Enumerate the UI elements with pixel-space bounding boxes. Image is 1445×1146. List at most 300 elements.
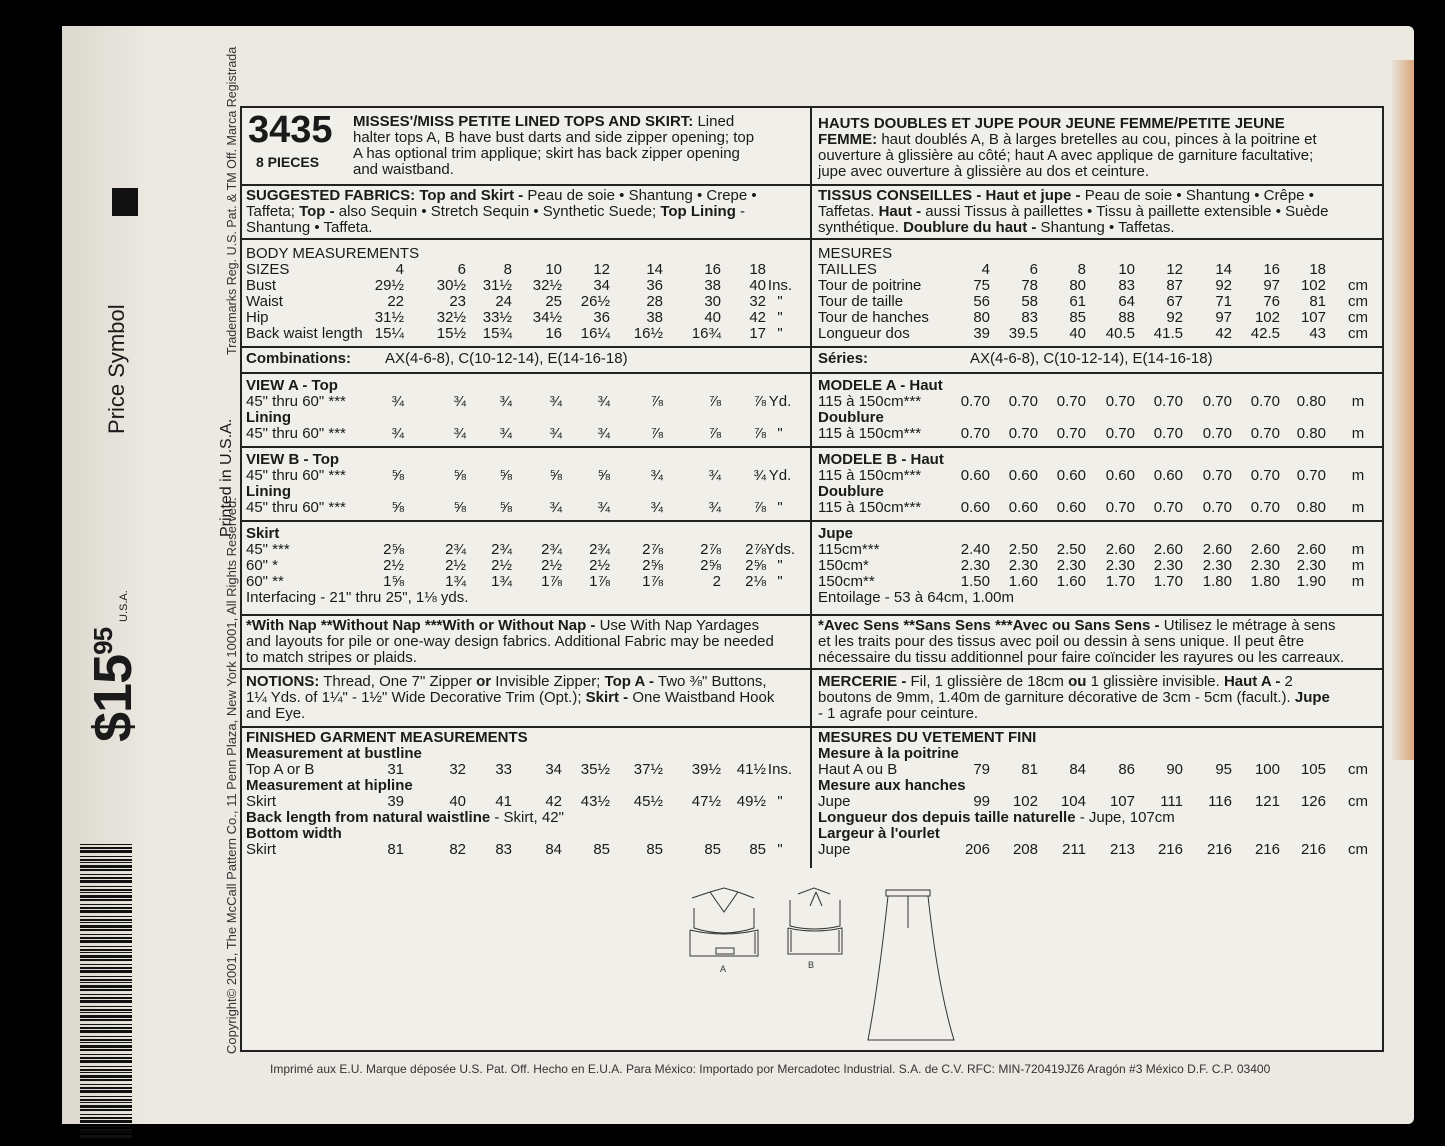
size-header: 8 [503,261,512,278]
row-value: ¾ [549,393,562,410]
notions-line-2: 1¼ Yds. of 1¼" - 1½" Wide Decorative Trim (Opt.); Skirt - One Waistband Hook [246,689,775,706]
row-value: 2.40 [960,541,990,558]
size-header: 14 [646,261,663,278]
view-a-yardage [242,372,810,448]
row-label: 60" * [246,557,279,574]
barcode-bar [80,959,132,961]
block-title: Jupe [818,525,854,542]
price-symbol-letter [112,188,138,216]
barcode-bar [80,970,132,973]
barcode-bar [80,967,132,969]
price-cents: 95 [88,627,118,655]
barcode-bar [80,850,132,853]
row-label: Hip [246,309,269,326]
row-value: ¾ [753,467,766,484]
nap-line-3: to match stripes or plaids. [246,649,417,666]
row-value: 0.80 [1296,499,1326,516]
barcode-bar [80,955,132,958]
row-value: 39 [973,325,990,342]
row-value: 42 [1215,325,1232,342]
row-value: 47½ [691,793,721,810]
body-measurements [242,238,810,348]
row-value: ⅞ [650,425,663,442]
block-title: VIEW B - Top [246,451,340,468]
barcode-bar [80,889,132,891]
row-unit: m [1351,467,1365,484]
series [812,346,1382,374]
row-value: 90 [1166,761,1183,778]
barcode-bar [80,880,132,883]
row-value: 83 [1021,309,1038,326]
row-value: ¾ [597,499,610,516]
row-value: 42.5 [1250,325,1280,342]
row-label: Back waist length [246,325,363,342]
row-value: 30 [704,293,721,310]
row-value: 24 [495,293,512,310]
row-value: 213 [1109,841,1135,858]
barcode-bar [80,874,132,875]
row-value: 0.70 [1105,393,1135,410]
mercerie [812,668,1382,728]
row-value: 0.70 [1153,499,1183,516]
row-label: 60" ** [246,573,284,590]
row-value: 2⅞ [745,541,766,558]
barcode-bar [80,1009,132,1011]
size-header: 12 [1166,261,1183,278]
row-value: 2.30 [1056,557,1086,574]
french-title-2: FEMME: haut doublés A, B à larges bretelles au cou, pinces à la poitrine et [818,131,1317,148]
entoilage-note: Entoilage - 53 à 64cm, 1.00m [818,589,1014,606]
row-value: 102 [1254,309,1280,326]
row-value: 1¾ [445,573,466,590]
row-value: 2.60 [1105,541,1135,558]
sens-line-2: et les traits pour des tissus avec poil ou dessin à sens unique. Il peut être [818,633,1305,650]
row-unit: cm [1348,277,1368,294]
barcode-bar [80,989,132,991]
barcode-bar [80,844,132,845]
row-value: ⅝ [453,499,466,516]
row-value: 2⅝ [745,557,766,574]
row-value: 2.50 [1008,541,1038,558]
row-value: 15¾ [482,325,512,342]
row-value: ¾ [650,499,663,516]
barcode-bar [80,940,132,943]
row-label: 45" thru 60" *** [246,499,346,516]
row-unit: m [1351,499,1365,516]
row-value: 0.60 [1008,499,1038,516]
row-value: 23 [449,293,466,310]
row-value: 1.80 [1202,573,1232,590]
barcode-bar [80,1027,132,1029]
row-value: ⅞ [753,393,766,410]
barcode-bar [80,1019,132,1021]
bottom-width-title-fr: Largeur à l'ourlet [818,825,940,842]
row-value: 31½ [482,277,512,294]
row-value: 2¾ [541,541,562,558]
row-label: Doublure [818,483,884,500]
mesures [812,238,1382,348]
barcode-bar [80,1024,132,1025]
row-value: 0.70 [1153,425,1183,442]
size-header: 16 [1263,261,1280,278]
row-value: 1.50 [960,573,990,590]
row-label: Skirt [246,793,276,810]
row-value: 216 [1254,841,1280,858]
row-value: 40 [449,793,466,810]
row-value: 2.60 [1153,541,1183,558]
row-unit: Yd. [768,393,792,410]
row-value: 2.60 [1202,541,1232,558]
row-value: ⅞ [753,425,766,442]
barcode-bar [80,964,132,965]
row-label: Jupe [818,793,851,810]
english-panel [240,106,812,872]
row-label: Tour de hanches [818,309,929,326]
copyright-text: Copyright© 2001, The McCall Pattern Co., 11 Penn Plaza, New York 10001, All Rights Reserved. [224,497,239,1054]
barcode-bar [80,1042,132,1043]
row-value: 211 [1062,841,1086,858]
row-value: 2.60 [1296,541,1326,558]
row-value: 1⅝ [383,573,404,590]
row-value: 2.30 [1296,557,1326,574]
block-title: MODELE A - Haut [818,377,943,394]
row-unit: m [1351,557,1365,574]
row-value: 34 [593,277,610,294]
row-value: 84 [545,841,562,858]
barcode-bar [80,946,132,947]
row-value: 32 [449,761,466,778]
row-value: 32½ [532,277,562,294]
barcode-bar [80,847,132,849]
barcode-bar [80,869,132,871]
row-value: ¾ [549,425,562,442]
barcode-bar [80,929,132,931]
tissus-conseilles [812,184,1382,240]
row-value: 61 [1069,293,1086,310]
sens-line-3: nécessaire du tissu additionnel pour faire coïncider les rayures ou les carreaux. [818,649,1345,666]
sketch-label-a: A [720,964,727,974]
barcode-bar [80,1000,132,1003]
row-value: 83 [495,841,512,858]
row-value: 100 [1254,761,1280,778]
row-value: 81 [387,841,404,858]
barcode-bar [80,904,132,905]
barcode-bar [80,1015,132,1018]
pieces-count: 8 PIECES [256,154,320,170]
body-measurements-title: BODY MEASUREMENTS [246,245,420,262]
row-label: Waist [246,293,283,310]
row-value: 0.60 [960,467,990,484]
row-value: 38 [704,277,721,294]
row-value: 0.80 [1296,393,1326,410]
row-value: 216 [1157,841,1183,858]
pattern-desc-3: and waistband. [353,161,454,178]
combinations [242,346,810,374]
barcode-bar [80,976,132,977]
modele-a-metrage [812,372,1382,448]
row-value: 0.60 [1056,499,1086,516]
row-unit: m [1351,541,1365,558]
nap-line-2: and layouts for pile or one-way design fabrics. Additional Fabric may be needed [246,633,774,650]
block-title: MODELE B - Haut [818,451,944,468]
row-value: 116 [1208,793,1232,810]
garment-sketches [242,868,1382,1050]
row-value: 2½ [491,557,512,574]
row-value: 85 [1069,309,1086,326]
row-value: ¾ [708,467,721,484]
row-value: 104 [1060,793,1086,810]
finished-measurements [242,726,810,870]
row-label: Skirt [246,841,276,858]
french-panel [810,106,1384,872]
barcode-bar [80,1060,132,1063]
bottom-width-title: Bottom width [246,825,342,842]
size-header: 10 [1118,261,1135,278]
size-header: 6 [1029,261,1038,278]
barcode-bar [80,1129,132,1131]
barcode-bar [80,865,132,868]
row-value: 2 [712,573,721,590]
row-label: Tour de poitrine [818,277,922,294]
row-label: Doublure [818,409,884,426]
price [82,628,144,742]
mesures-vetement-fini [812,726,1382,870]
row-value: ¾ [650,467,663,484]
row-value: 39½ [691,761,721,778]
row-value: 102 [1300,277,1326,294]
row-value: ⅞ [708,425,721,442]
skirt-sketch [868,890,954,1040]
fabrics-line-2: Taffeta; Top - also Sequin • Stretch Sequin • Synthetic Suede; Top Lining - [246,203,746,220]
row-value: 41.5 [1153,325,1183,342]
row-value: ⅝ [597,467,610,484]
row-unit: cm [1348,309,1368,326]
technical-sketches [240,868,1384,1052]
size-header: 16 [704,261,721,278]
barcode-bar [80,997,132,999]
row-unit: " [777,293,783,310]
row-value: 0.60 [1056,467,1086,484]
barcode-bar [80,922,132,923]
size-header: 6 [457,261,466,278]
barcode-bar [80,1069,132,1071]
row-value: 0.70 [1202,499,1232,516]
barcode-bar [80,1006,132,1007]
row-value: 71 [1215,293,1232,310]
row-value: ⅝ [499,499,512,516]
row-value: 0.70 [1105,499,1135,516]
row-value: 111 [1160,793,1183,810]
row-value: 97 [1215,309,1232,326]
row-value: 2⅞ [700,541,721,558]
row-value: 43½ [580,793,610,810]
jupe-metrage [812,520,1382,616]
row-value: 1.80 [1250,573,1280,590]
row-value: 107 [1109,793,1135,810]
row-unit: " [777,573,783,590]
row-value: 216 [1206,841,1232,858]
barcode-bar [80,862,132,863]
row-value: 2.30 [1105,557,1135,574]
row-value: ¾ [499,393,512,410]
row-value: 0.70 [960,425,990,442]
size-header: 8 [1077,261,1086,278]
envelope-color-edge [1392,60,1414,760]
row-unit: " [777,793,783,810]
row-value: 85 [593,841,610,858]
trademark-text: Trademarks Reg. U.S. Pat. & TM Off. Marca Registrada [225,46,239,355]
barcode-bar [80,1039,132,1041]
barcode-bar [80,859,132,861]
row-label: 115 à 150cm*** [818,393,922,410]
row-label: Jupe [818,841,851,858]
row-value: 2½ [541,557,562,574]
row-value: 25 [545,293,562,310]
row-value: 35½ [580,761,610,778]
row-value: 26½ [580,293,610,310]
row-label: 45" *** [246,541,290,558]
barcode-bar [80,1117,132,1119]
row-value: 2⅛ [745,573,766,590]
barcode-bar [80,1045,132,1048]
row-value: 40 [704,309,721,326]
row-value: 49½ [736,793,766,810]
row-value: ¾ [391,425,404,442]
row-value: 1.60 [1056,573,1086,590]
row-value: 37½ [633,761,663,778]
row-value: 32 [749,293,766,310]
row-value: 83 [1118,277,1135,294]
tissus-line-2: Taffetas. Haut - aussi Tissus à paillettes • Tissu à paillette extensible • Suède [818,203,1329,220]
finished-title-fr: MESURES DU VETEMENT FINI [818,729,1037,746]
row-value: 0.70 [1153,393,1183,410]
view-b-sketch [788,888,842,954]
barcode-bar [80,1075,132,1078]
barcode-bar [80,1079,132,1081]
finished-title: FINISHED GARMENT MEASUREMENTS [246,729,528,746]
row-value: 17 [749,325,766,342]
nap-line-1: *With Nap **Without Nap ***With or Without Nap - Use With Nap Yardages [246,617,760,634]
french-desc-1: ouverture à glissière au côté; haut A avec applique de garniture facultative; [818,147,1314,164]
row-value: ¾ [453,393,466,410]
fabrics-line-1: SUGGESTED FABRICS: Top and Skirt - Peau de soie • Shantung • Crepe • [246,187,757,204]
french-header [812,108,1382,186]
row-value: 36 [593,309,610,326]
row-value: 216 [1300,841,1326,858]
row-unit: " [777,557,783,574]
interfacing-note: Interfacing - 21" thru 25", 1⅛ yds. [246,589,469,606]
row-value: 41½ [736,761,766,778]
barcode-bar [80,1109,132,1111]
size-header: 4 [981,261,990,278]
row-value: 2½ [589,557,610,574]
row-value: 2⅝ [642,557,663,574]
row-value: 45½ [633,793,663,810]
row-value: ⅞ [753,499,766,516]
pattern-header [242,108,810,186]
row-value: 126 [1300,793,1326,810]
barcode-bar [80,1057,132,1059]
row-value: 16¾ [691,325,721,342]
row-unit: cm [1348,325,1368,342]
barcode-bar [80,1105,132,1108]
finished-bust-title: Measurement at bustline [246,745,422,762]
row-label: Longueur dos [818,325,910,342]
barcode-bar [80,910,132,913]
barcode-bar [80,1120,132,1123]
row-value: 1.70 [1105,573,1135,590]
view-b-yardage [242,446,810,522]
row-value: 2⅞ [642,541,663,558]
finished-hip-title: Measurement at hipline [246,777,413,794]
row-value: 0.70 [1056,393,1086,410]
barcode-bar [80,1087,132,1089]
row-value: 97 [1263,277,1280,294]
row-label: 115 à 150cm*** [818,499,922,516]
row-value: 32½ [436,309,466,326]
barcode-bar [80,895,132,898]
row-value: 102 [1012,793,1038,810]
row-unit: cm [1348,793,1368,810]
pattern-desc-2: A has optional trim applique; skirt has back zipper opening [353,145,740,162]
row-value: 1⅞ [589,573,610,590]
row-value: 42 [545,793,562,810]
row-value: 0.70 [1008,425,1038,442]
block-title: VIEW A - Top [246,377,338,394]
tissus-line-3: synthétique. Doublure du haut - Shantung • Taffetas. [818,219,1175,236]
pattern-title: MISSES'/MISS PETITE LINED TOPS AND SKIRT: Lined [353,113,735,130]
row-value: 82 [449,841,466,858]
row-value: 80 [973,309,990,326]
row-value: 56 [973,293,990,310]
row-label: 45" thru 60" *** [246,467,346,484]
row-value: 84 [1069,761,1086,778]
row-value: 78 [1021,277,1038,294]
row-value: 42 [749,309,766,326]
row-value: 2.60 [1250,541,1280,558]
row-value: 0.70 [1056,425,1086,442]
row-value: 16½ [633,325,663,342]
row-value: 0.60 [1105,467,1135,484]
row-value: 40 [1069,325,1086,342]
view-a-sketch [690,888,758,956]
mercerie-line-3: - 1 agrafe pour ceinture. [818,705,979,722]
row-value: ⅝ [499,467,512,484]
row-value: 81 [1309,293,1326,310]
row-label: 45" thru 60" *** [246,425,346,442]
row-value: 0.60 [1153,467,1183,484]
barcode-bar [80,979,132,981]
row-value: 79 [973,761,990,778]
row-value: 0.70 [1202,393,1232,410]
barcode-bar [80,1126,132,1127]
price-dollars: $15 [83,654,143,742]
row-unit: " [777,841,783,858]
combinations-label: Combinations: [246,350,351,367]
row-unit: Yd. [768,467,792,484]
row-value: 1¾ [491,573,512,590]
barcode-bar [80,982,132,983]
row-value: 2.50 [1056,541,1086,558]
row-value: 1.70 [1153,573,1183,590]
pattern-desc-1: halter tops A, B have bust darts and side zipper opening; top [353,129,755,146]
row-value: 2¾ [445,541,466,558]
barcode-bar [80,1096,132,1097]
barcode-bar [80,1084,132,1085]
row-value: 16¼ [580,325,610,342]
row-label: Lining [246,483,291,500]
row-value: 0.60 [1008,467,1038,484]
